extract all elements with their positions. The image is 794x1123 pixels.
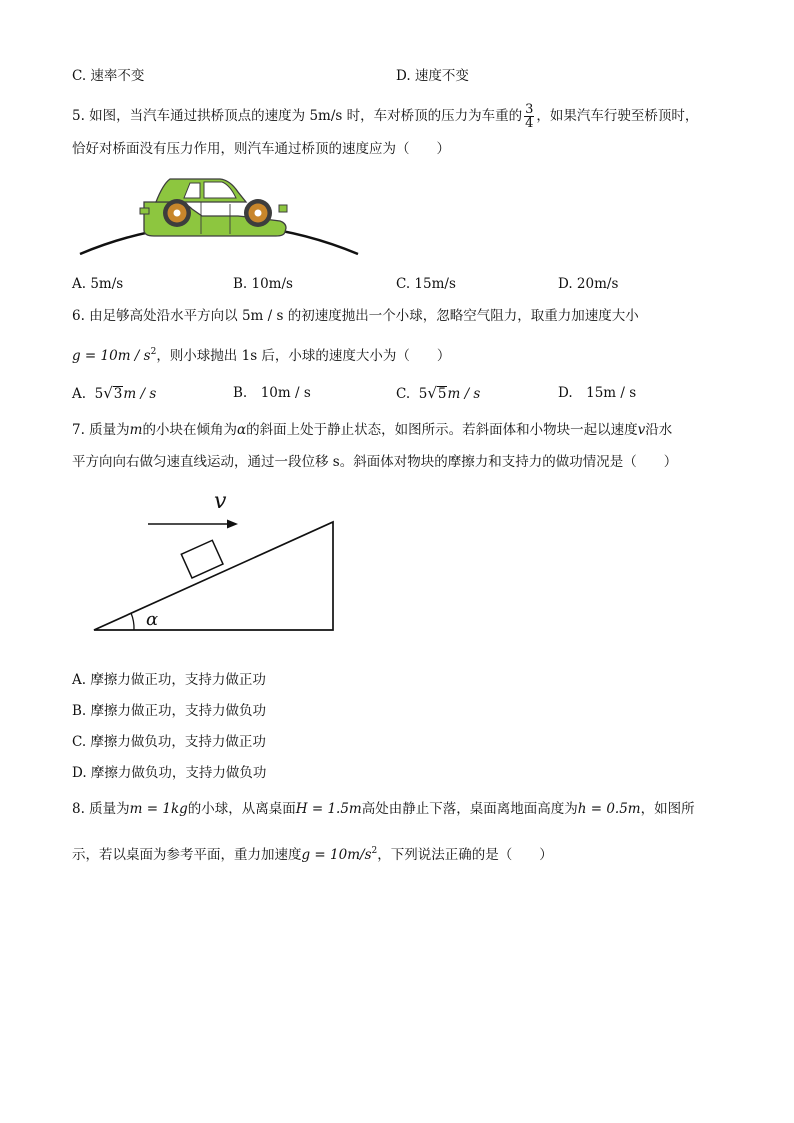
q5-option-c: C. 15m/s [396,276,456,292]
q7-question-line2: 平方向向右做匀速直线运动，通过一段位移 s。斜面体对物块的摩擦力和支持力的做功情况是（ ） [72,454,678,470]
angle-arc [131,613,134,630]
q5-option-a: A. 5m/s [72,276,124,292]
q5-question-line2: 恰好对桥面没有压力作用，则汽车通过桥顶的速度应为（ ） [72,141,450,157]
block-on-incline [181,540,223,578]
angle-label: α [146,609,159,630]
q8-question-line1: 8. 质量为m = 1kg的小球，从离桌面H = 1.5m高处由静止下落，桌面离地面高度为h = 0.5m，如图所 [72,801,695,817]
q6-option-b: B. 10m / s [233,385,311,401]
incline-triangle [94,522,333,630]
q6-option-a: A. 5√3m / s [72,384,157,402]
q6-question-line1: 6. 由足够高处沿水平方向以 5m / s 的初速度抛出一个小球，忽略空气阻力，取重力加速度大小 [72,308,639,324]
q5-question-line1: 5. 如图，当汽车通过拱桥顶点的速度为 5m/s 时，车对桥顶的压力为车重的 $\frac{3}{4}$ ，如果汽车行驶至桥顶时， [72,102,699,131]
q7-option-b: B. 摩擦力做正功，支持力做负功 [72,703,267,719]
q7-option-c: C. 摩擦力做负功，支持力做正功 [72,734,266,750]
q7-incline-figure [88,486,348,636]
q5-fraction: $\frac{3}{4}$ [525,102,534,131]
q6-option-d: D. 15m / s [558,385,637,401]
q8-question-line2: 示，若以桌面为参考平面，重力加速度$g = 10m/s^2$，下列说法正确的是（ ） [72,846,553,863]
q7-option-a: A. 摩擦力做正功，支持力做正功 [72,672,266,688]
q6-option-c: C. 5√5m / s [396,384,481,402]
q4-option-c: C. 速率不变 [72,68,145,84]
q6-question-line2: $g = 10m / s^2$，则小球抛出 1s 后，小球的速度大小为（ ） [72,347,451,364]
q4-option-d: D. 速度不变 [396,68,469,84]
velocity-label: v [214,489,227,514]
q7-option-d: D. 摩擦力做负功，支持力做负功 [72,765,267,781]
q5-option-b: B. 10m/s [233,276,293,292]
q7-question-line1: 7. 质量为m的小块在倾角为α的斜面上处于静止状态，如图所示。若斜面体和小物块一起以速度v沿水 [72,422,673,438]
car-icon [140,179,287,236]
q5-car-bridge-figure [70,168,370,263]
q5-option-d: D. 20m/s [558,276,619,292]
